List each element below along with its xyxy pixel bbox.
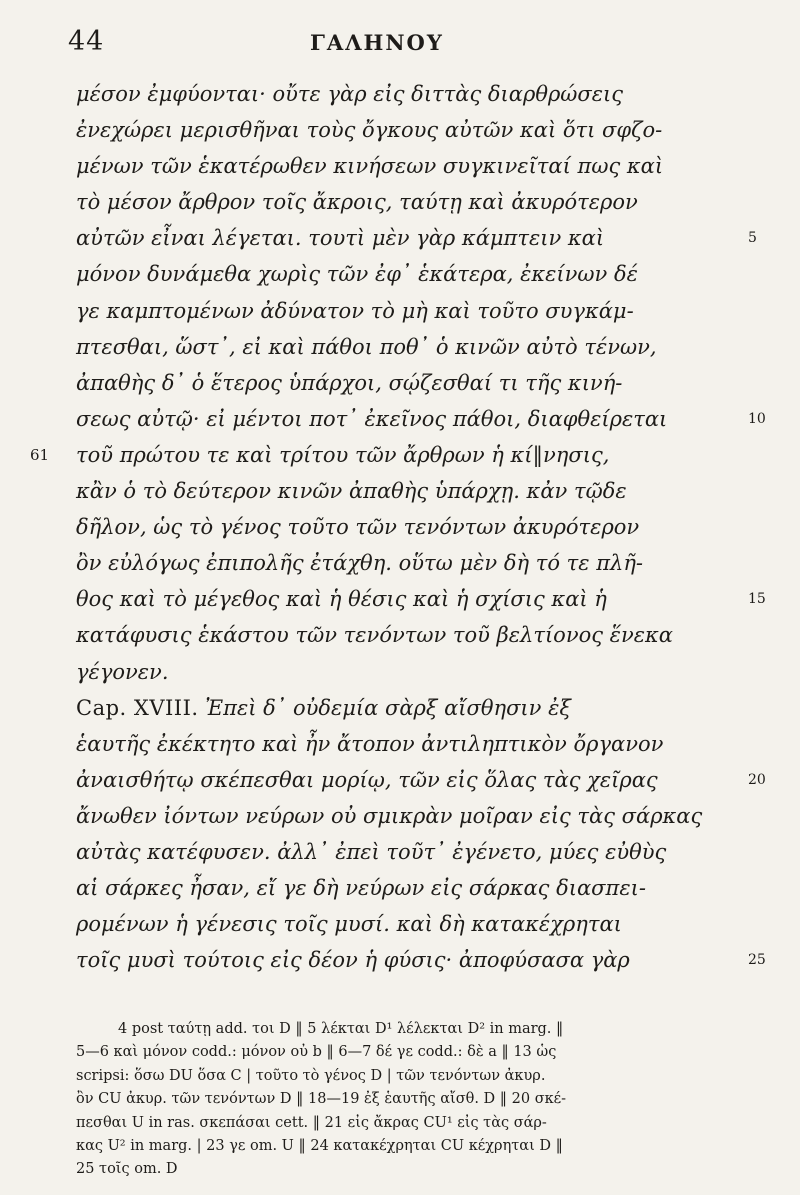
text-line	[76, 834, 736, 870]
text-line	[76, 617, 736, 653]
text-line	[76, 148, 736, 184]
text-line	[76, 942, 766, 978]
line-text: αἱ σάρκες ἦσαν, εἴ γε δὴ νεύρων εἰς σάρκας διασπει-	[76, 876, 646, 901]
line-text: ἄνωθεν ἰόντων νεύρων οὐ σμικρὰν μοῖραν εἰς τὰς σάρκας	[76, 803, 703, 828]
line-text: ἐνεχώρει μερισθῆναι τοὺς ὄγκους αὐτῶν καὶ ὅτι σφζο-	[76, 118, 663, 143]
line-text: τοῦ πρώτου τε καὶ τρίτου τῶν ἄρθρων ἡ κί‖νησις,	[76, 442, 610, 467]
line-text: τὸ μέσον ἄρθρον τοῖς ἄκροις, ταύτῃ καὶ ἀκυρότερον	[76, 190, 638, 215]
line-text: ὂν εὐλόγως ἐπιπολῆς ἐτάχθη. οὕτω μὲν δὴ τό τε πλῆ-	[76, 551, 643, 576]
text-line	[76, 220, 757, 256]
line-text: δῆλον, ὡς τὸ γένος τοῦτο τῶν τενόντων ἀκυρότερον	[76, 515, 640, 540]
footnote-line: scripsi: ὅσω DU ὅσα C | τοῦτο τὸ γένος D | τῶν τενόντων ἀκυρ.	[76, 1067, 546, 1084]
line-text: αὐτῶν εἶναι λέγεται. τουτὶ μὲν γὰρ κάμπτειν καὶ	[76, 226, 605, 251]
text-line	[76, 581, 766, 617]
text-line	[76, 545, 736, 581]
text-line	[76, 906, 736, 942]
text-line	[76, 76, 736, 112]
line-text: πτεσθαι, ὥστ᾽, εἰ καὶ πάθοι ποθ᾽ ὁ κινῶν αὐτὸ τένων,	[76, 334, 657, 359]
line-text: γε καμπτομένων ἀδύνατον τὸ μὴ καὶ τοῦτο συγκάμ-	[76, 298, 634, 323]
line-text: ἀπαθὴς δ᾽ ὁ ἕτερος ὑπάρχοι, σῴζεσθαί τι τῆς κινή-	[76, 370, 623, 395]
text-line	[76, 293, 736, 329]
line-text: ἑαυτῆς ἐκέκτητο καὶ ἦν ἄτοπον ἀντιληπτικὸν ὄργανον	[76, 731, 664, 756]
margin-page-reference: 61	[30, 445, 50, 464]
line-text: σεως αὐτῷ· εἰ μέντοι ποτ᾽ ἐκεῖνος πάθοι, διαφθείρεται	[76, 406, 668, 431]
line-text: ἀναισθήτῳ σκέπεσθαι μορίῳ, τῶν εἰς ὅλας τὰς χεῖρας	[76, 767, 658, 792]
page-number: 44	[68, 26, 105, 57]
line-text: μόνον δυνάμεθα χωρὶς τῶν ἐφ᾽ ἑκάτερα, ἐκείνων δέ	[76, 262, 638, 287]
footnote-line: ὂν CU ἀκυρ. τῶν τενόντων D ‖ 18—19 ἐξ ἑαυτῆς αἴσθ. D ‖ 20 σκέ-	[76, 1091, 567, 1108]
text-line	[76, 112, 736, 148]
running-title: ΓΑΛΗΝΟΥ	[310, 30, 444, 55]
page-header	[0, 22, 800, 62]
text-line	[76, 365, 736, 401]
line-text: ρομένων ἡ γένεσις τοῖς μυσί. καὶ δὴ κατακέχρηται	[76, 912, 622, 937]
line-number: 15	[748, 591, 766, 608]
line-number: 10	[748, 410, 766, 427]
footnote-line: 4 post ταύτῃ add. τοι D ‖ 5 λέκται D¹ λέλεκται D² in marg. ‖	[118, 1021, 564, 1037]
line-number: 5	[748, 230, 757, 247]
line-number: 20	[748, 771, 766, 788]
line-text: αὐτὰς κατέφυσεν. ἀλλ᾽ ἐπεὶ τοῦτ᾽ ἐγένετο, μύες εὐθὺς	[76, 839, 667, 864]
chapter-label: Cap. XVIII.	[76, 695, 199, 720]
line-text: μένων τῶν ἑκατέρωθεν κινήσεων συγκινεῖταί πως καὶ	[76, 154, 664, 179]
chapter-start-line	[76, 690, 736, 726]
text-line	[76, 762, 766, 798]
footnote-line: 25 τοῖς om. D	[76, 1161, 178, 1178]
line-text: θος καὶ τὸ μέγεθος καὶ ἡ θέσις καὶ ἡ σχίσις καὶ ἡ	[76, 587, 607, 612]
text-line	[76, 329, 736, 365]
text-line	[76, 401, 766, 437]
line-text: μέσον ἐμφύονται· οὔτε γὰρ εἰς διττὰς διαρθρώσεις	[76, 82, 624, 106]
text-line	[30, 437, 736, 473]
footnote-line: κας U² in marg. | 23 γε om. U ‖ 24 κατακέχρηται CU κέχρηται D ‖	[76, 1137, 563, 1154]
footnote-line: 5—6 καὶ μόνον codd.: μόνον οὐ b ‖ 6—7 δέ γε codd.: δὲ a ‖ 13 ὡς	[76, 1044, 557, 1061]
text-line	[76, 726, 736, 762]
critical-apparatus	[76, 1018, 766, 1182]
text-line	[76, 184, 736, 220]
line-text: κατάφυσις ἑκάστου τῶν τενόντων τοῦ βελτίονος ἕνεκα	[76, 623, 673, 648]
line-text: κἂν ὁ τὸ δεύτερον κινῶν ἀπαθὴς ὑπάρχῃ. κἀν τῷδε	[76, 479, 627, 504]
text-line	[76, 798, 736, 834]
footnote-line: πεσθαι U in ras. σκεπάσαι cett. ‖ 21 εἰς ἄκρας CU¹ εἰς τὰς σάρ-	[76, 1114, 547, 1131]
main-text	[30, 76, 766, 978]
text-line	[76, 256, 736, 292]
text-line	[76, 870, 736, 906]
line-text: τοῖς μυσὶ τούτοις εἰς δέον ἡ φύσις· ἀποφύσασα γὰρ	[76, 948, 630, 973]
text-line	[76, 654, 736, 690]
line-number: 25	[748, 952, 766, 969]
text-line	[76, 473, 736, 509]
line-text: γέγονεν.	[76, 659, 169, 684]
text-line	[76, 509, 736, 545]
chapter-first-line-text: Ἐπεὶ δ᾽ οὐδεμία σὰρξ αἴσθησιν ἐξ	[205, 695, 571, 720]
